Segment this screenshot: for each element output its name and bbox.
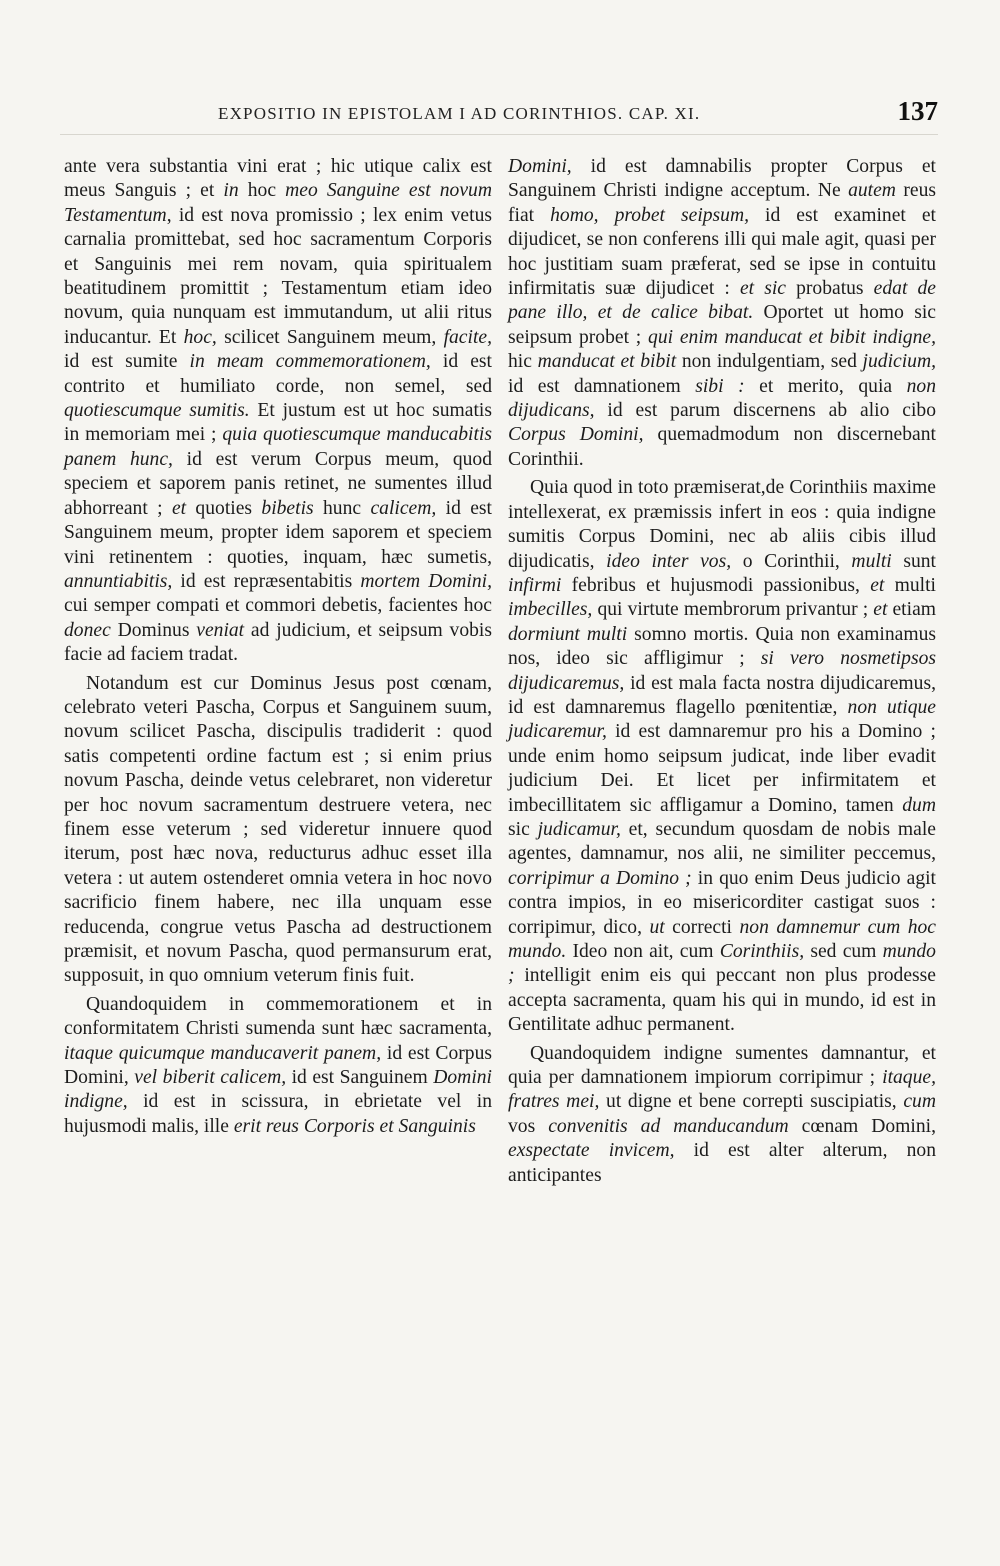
- paragraph: Quia quod in toto præmiserat,de Corinthiis maxime intellexerat, ex præmissis infert in eos : quia indigne sumitis Corpus Domini, nec ab aliis cibis illud dijudicatis, ideo inter vos, o Corinthii, multi sunt infirmi febribus et hujusmodi passionibus, et multi imbecilles, qui virtute membrorum privantur ; et etiam dormiunt multi somno mortis. Quia non examinamus nos, ideo sic affligimur ; si vero nosmetipsos dijudicaremus, id est mala facta nostra dijudicaremus, id est damnaremus flagello pœnitentiæ, non utique judicaremur, id est damnaremur pro his a Domino ; unde enim homo seipsum judicat, inde liber evadit judicium Dei. Et licet per infirmitatem et imbecillitatem sic affligamur a Domino, tamen dum sic judicamur, et, secundum quosdam de nobis male agentes, damnamur, nos alii, ne similiter peccemus, corripimur a Domino ; in quo enim Deus judicio agit contra impios, in eo misericorditer castigat suos : corripimur, dico, ut correcti non damnemur cum hoc mundo. Ideo non ait, cum Corinthiis, sed cum mundo ; intelligit enim eis qui peccant non plus prodesse accepta sacramenta, quam his qui in mundo, id est in Gentilitate adhuc permanent.: [508, 477, 937, 1036]
- paragraph: Quandoquidem in commemorationem et in conformitatem Christi sumenda sunt hæc sacramenta, itaque quicumque manducaverit panem, id est Corpus Domini, vel biberit calicem, id est Sanguinem Domini indigne, id est in scissura, in ebrietate vel in hujusmodi malis, ille erit reus Corporis et Sanguinis: [64, 993, 493, 1137]
- left-column: [64, 155, 492, 1139]
- paragraph: ante vera substantia vini erat ; hic utique calix est meus Sanguis ; et in hoc meo Sanguine est novum Testamentum, id est nova promissio ; lex enim vetus carnalia promittebat, sed hoc sacramentum Corporis et Sanguinis mei rem novam, quia spiritualem beatitudinem promittit ; Testamentum etiam ideo novum, quia nunquam est immutandum, ut alii ritus inducantur. Et hoc, scilicet Sanguinem meum, facite, id est sumite in meam commemorationem, id est contrito et humiliato corde, non semel, sed quotiescumque sumitis. Et justum est ut hoc sumatis in memoriam mei ; quia quotiescumque manducabitis panem hunc, id est verum Corpus meum, quod speciem et saporem panis retinet, ne sumentes illud abhorreant ; et quoties bibetis hunc calicem, id est Sanguinem meum, propter idem saporem et speciem vini retinentem : quoties, inquam, hæc sumetis, annuntiabitis, id est repræsentabitis mortem Domini, cui semper compati et commori debetis, facientes hoc donec Dominus veniat ad judicium, et seipsum vobis facie ad faciem tradat.: [64, 156, 493, 666]
- right-column: [508, 155, 936, 1188]
- paragraph: Notandum est cur Dominus Jesus post cœnam, celebrato veteri Pascha, Corpus et Sanguinem suum, novum scilicet Pascha, discipulis tradiderit : quod satis competenti ordine factum est ; si enim prius novum Pascha, deinde vetus celebraret, non videretur per hoc novum sacramentum destruere vetera, nec finem esse veterum ; sed videretur innuere quod iterum, post hæc nova, reducturus adhuc esset illa vetera : ut autem ostenderet omnia vetera in hoc novo sacrificio finem habere, nec illa unquam esse reducenda, congrue vetus Pascha ad destructionem præmisit, et novum Pascha, quod permansurum erat, supposuit, in quo omnium veterum finis fuit.: [64, 672, 492, 987]
- paragraph: Domini, id est damnabilis propter Corpus et Sanguinem Christi indigne acceptum. Ne autem reus fiat homo, probet seipsum, id est examinet et dijudicet, se non conferens illi qui male agit, quasi per hoc justitiam suam præferat, sed se ipse in contuitu infirmitatis suæ dijudicet : et sic probatus edat de pane illo, et de calice bibat. Oportet ut homo sic seipsum probet ; qui enim manducat et bibit indigne, hic manducat et bibit non indulgentiam, sed judicium, id est damnationem sibi : et merito, quia non dijudicans, id est parum discernens ab alio cibo Corpus Domini, quemadmodum non discernebant Corinthii.: [508, 156, 936, 470]
- running-head: [60, 96, 938, 135]
- paragraph: Quandoquidem indigne sumentes damnantur, et quia per damnationem impiorum corripimur ; itaque, fratres mei, ut digne et bene correpti suscipiatis, cum vos convenitis ad manducandum cœnam Domini, exspectate invicem, id est alter alterum, non anticipantes: [508, 1042, 937, 1186]
- page-number: 137: [897, 96, 938, 126]
- running-head-title: EXPOSITIO IN EPISTOLAM I AD CORINTHIOS. CAP. XI.: [218, 104, 701, 123]
